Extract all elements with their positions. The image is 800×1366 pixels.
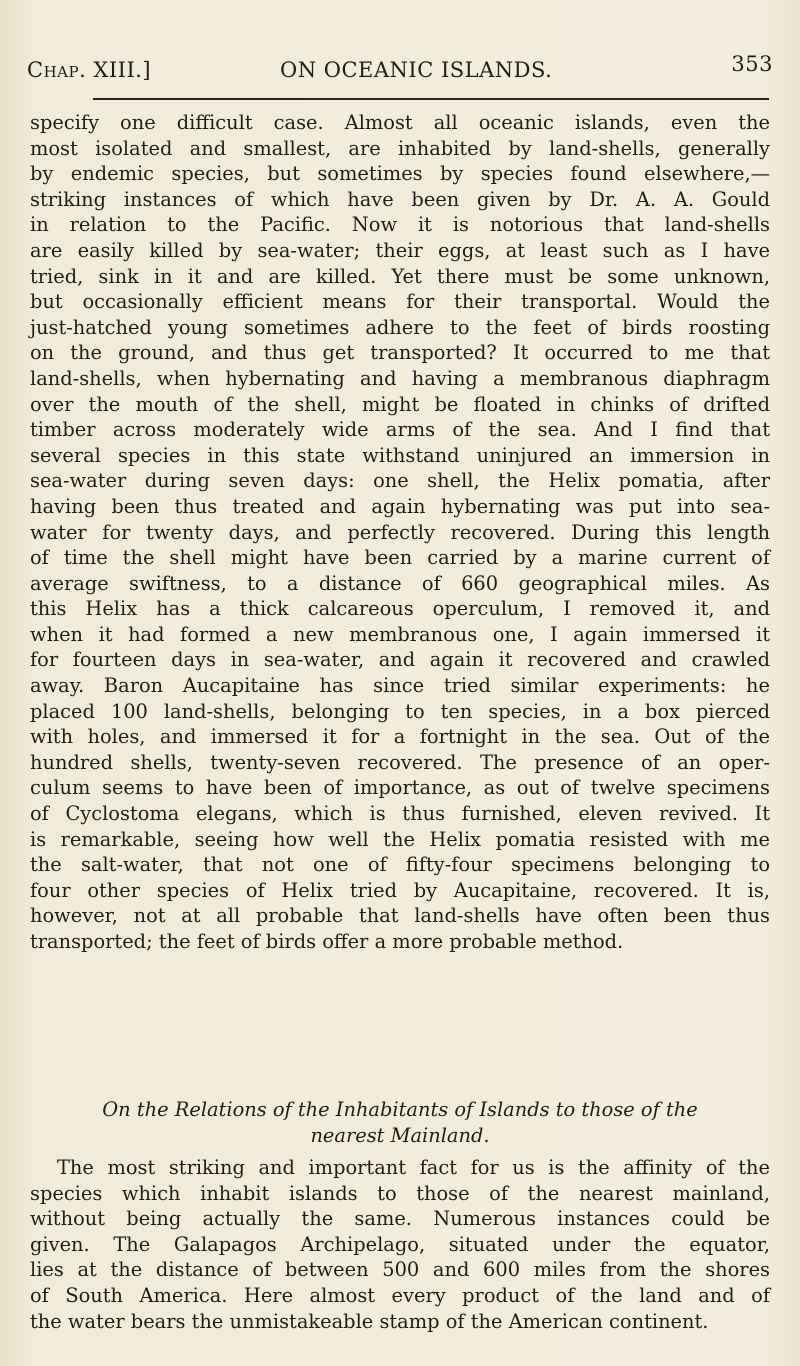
chapter-label: Chap. XIII.]: [27, 58, 152, 82]
text-line: with holes, and immersed it for a fortnight in the sea. Out of the: [30, 725, 770, 749]
text-line: of Cyclostoma elegans, which is thus furnished, eleven revived. It: [30, 802, 770, 826]
text-line: having been thus treated and again hybernating was put into sea-: [30, 494, 770, 518]
section-heading-line-2: nearest Mainland.: [310, 1124, 490, 1147]
text-line: transported; the feet of birds offer a more probable method.: [30, 930, 624, 953]
text-line: timber across moderately wide arms of the sea. And I find that: [30, 418, 770, 442]
header-rule: [93, 98, 769, 100]
text-line: when it had formed a new membranous one, I again immersed it: [30, 622, 770, 646]
text-line: sea-water during seven days: one shell, the Helix pomatia, after: [30, 469, 770, 493]
text-line: over the mouth of the shell, might be floated in chinks of drifted: [30, 392, 770, 416]
text-line: average swiftness, to a distance of 660 geographical miles. As: [30, 571, 770, 595]
text-line: of South America. Here almost every product of the land and of: [30, 1283, 770, 1307]
text-line: but occasionally efficient means for their transportal. Would the: [30, 290, 770, 314]
section-heading-line-1: On the Relations of the Inhabitants of Islands to those of the: [102, 1098, 698, 1121]
text-line: away. Baron Aucapitaine has since tried similar experiments: he: [30, 674, 770, 698]
text-line: striking instances of which have been given by Dr. A. A. Gould: [30, 187, 770, 211]
text-line: several species in this state withstand uninjured an immersion in: [30, 443, 770, 467]
text-line: land-shells, when hybernating and having a membranous diaphragm: [30, 366, 770, 390]
text-line: water for twenty days, and perfectly recovered. During this length: [30, 520, 770, 544]
running-title: ON OCEANIC ISLANDS.: [280, 58, 553, 82]
text-line: just-hatched young sometimes adhere to the feet of birds roosting: [30, 315, 770, 339]
text-line: given. The Galapagos Archipelago, situated under the equator,: [30, 1232, 770, 1256]
text-line: The most striking and important fact for us is the affinity of the: [57, 1156, 770, 1179]
page-number: 353: [731, 52, 773, 76]
text-line: species which inhabit islands to those of the nearest mainland,: [30, 1181, 770, 1205]
text-line: hundred shells, twenty-seven recovered. The presence of an oper-: [30, 750, 770, 774]
text-line: for fourteen days in sea-water, and again it recovered and crawled: [30, 648, 770, 672]
text-line: the salt-water, that not one of fifty-four specimens belonging to: [30, 853, 770, 877]
text-line: of time the shell might have been carried by a marine current of: [30, 546, 770, 570]
text-line: lies at the distance of between 500 and 600 miles from the shores: [30, 1258, 770, 1282]
text-line: without being actually the same. Numerous instances could be: [30, 1207, 770, 1231]
text-line: culum seems to have been of importance, as out of twelve specimens: [30, 776, 770, 800]
text-line: four other species of Helix tried by Aucapitaine, recovered. It is,: [30, 878, 770, 902]
text-line: specify one difficult case. Almost all oceanic islands, even the: [30, 111, 770, 134]
text-line: are easily killed by sea-water; their eggs, at least such as I have: [30, 238, 770, 262]
text-line: this Helix has a thick calcareous operculum, I removed it, and: [30, 597, 770, 621]
paragraph-2: [30, 1155, 770, 1334]
text-line: most isolated and smallest, are inhabited by land-shells, generally: [30, 136, 770, 160]
text-line: is remarkable, seeing how well the Helix pomatia resisted with me: [30, 827, 770, 851]
text-line: tried, sink in it and are killed. Yet there must be some unknown,: [30, 264, 770, 288]
running-header: [27, 52, 773, 88]
text-line: on the ground, and thus get transported? It occurred to me that: [30, 341, 770, 365]
text-line: placed 100 land-shells, belonging to ten species, in a box pierced: [30, 699, 770, 723]
text-line: in relation to the Pacific. Now it is notorious that land-shells: [30, 213, 770, 237]
text-line: the water bears the unmistakeable stamp of the American continent.: [30, 1309, 709, 1333]
paragraph-1: [30, 110, 770, 955]
text-line: however, not at all probable that land-shells have often been thus: [30, 904, 770, 928]
text-line: by endemic species, but sometimes by species found elsewhere,—: [30, 162, 770, 186]
